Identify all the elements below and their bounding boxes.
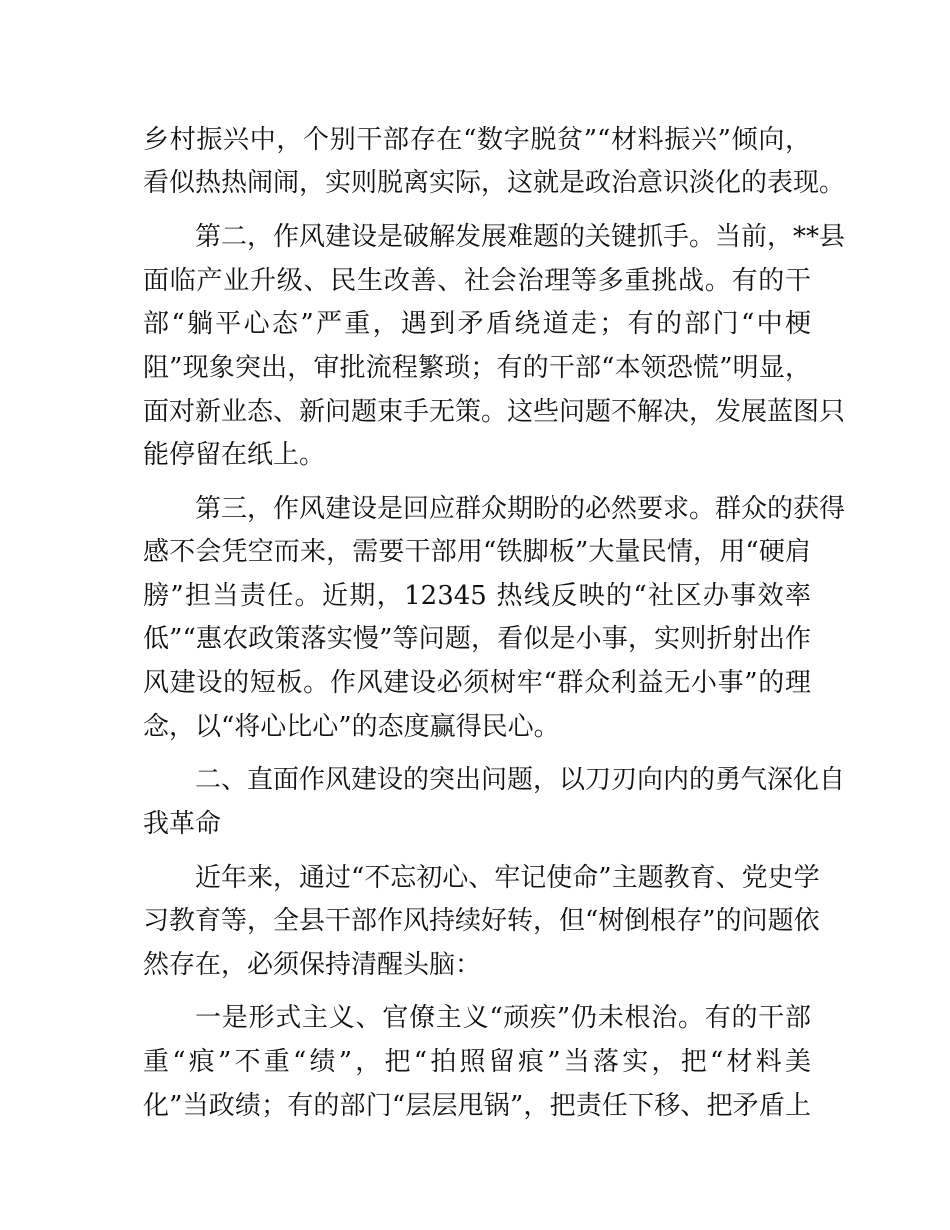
text-line: 能停留在纸上。 [143,440,326,470]
text-line: 第二，作风建设是破解发展难题的关键抓手。当前，**县 [195,222,846,252]
text-line: 感不会凭空而来，需要干部用“铁脚板”大量民情，用“硬肩 [143,537,811,567]
text-line: 一是形式主义、官僚主义“顽疾”仍未根治。有的干部 [195,1003,811,1033]
text-line: 面对新业态、新问题束手无策。这些问题不解决，发展蓝图只 [143,397,846,427]
text-line: 化”当政绩；有的部门“层层甩锅”，把责任下移、把矛盾上 [143,1091,811,1121]
text-line: 二、直面作风建设的突出问题，以刀刃向内的勇气深化自 [195,765,846,795]
text-line: 乡村振兴中，个别干部存在“数字脱贫”“材料振兴”倾向， [143,125,811,155]
text-line: 念，以“将心比心”的态度赢得民心。 [143,712,560,742]
text-line: 习教育等，全县干部作风持续好转，但“树倒根存”的问题依 [143,906,820,936]
text-line: 膀”担当责任。近期，12345 热线反映的“社区办事效率 [143,581,811,611]
text-line: 看似热热闹闹，实则脱离实际，这就是政治意识淡化的表现。 [143,168,846,198]
text-line: 面临产业升级、民生改善、社会治理等多重挑战。有的干 [143,266,811,296]
text-line: 部“躺平心态”严重，遇到矛盾绕道走；有的部门“中梗 [143,309,811,339]
text-line: 然存在，必须保持清醒头脑： [143,950,482,980]
text-line: 风建设的短板。作风建设必须树牢“群众利益无小事”的理 [143,668,811,698]
text-line: 第三，作风建设是回应群众期盼的必然要求。群众的获得 [195,494,846,524]
text-line: 低”“惠农政策落实慢”等问题，看似是小事，实则折射出作 [143,624,811,654]
text-line: 我革命 [143,809,222,839]
text-line: 近年来，通过“不忘初心、牢记使命”主题教育、党史学 [195,863,820,893]
text-line: 重“痕”不重“绩”，把“拍照留痕”当落实，把“材料美 [143,1047,811,1077]
text-line: 阻”现象突出，审批流程繁琐；有的干部“本领恐慌”明显， [143,353,811,383]
